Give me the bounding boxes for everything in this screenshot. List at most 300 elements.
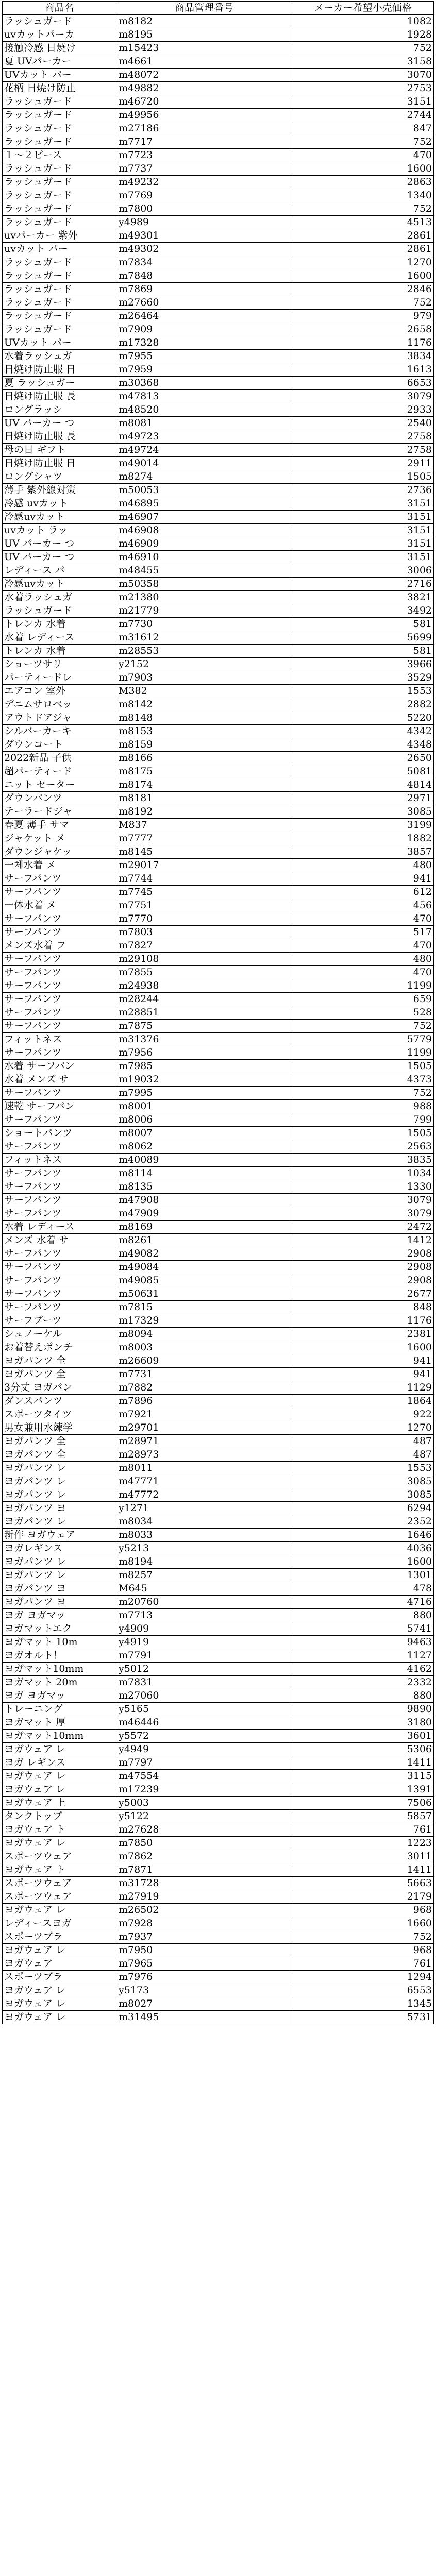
table-row [3,229,434,243]
table-row [3,470,434,484]
product-name-cell: メンズ水着 フ [3,939,116,953]
product-code-cell: m8001 [116,1100,292,1113]
retail-price-cell: 1660 [292,1917,434,1930]
table-row [3,778,434,792]
retail-price-cell: 1412 [292,1234,434,1247]
product-name-cell: サーフパンツ [3,1274,116,1287]
product-code-cell: m29017 [116,859,292,872]
product-name-cell: ヨガパンツ 全 [3,1448,116,1462]
product-name-cell: ラッシュガード [3,95,116,109]
product-name-cell: ラッシュガード [3,216,116,229]
product-code-cell: m31612 [116,631,292,645]
product-name-cell: 夏 UVパーカー [3,55,116,69]
retail-price-cell: 2758 [292,444,434,457]
product-code-cell: m7909 [116,323,292,336]
retail-price-cell: 2650 [292,752,434,765]
product-name-cell: ヨガパンツ 全 [3,1435,116,1448]
product-name-cell: 薄手 紫外線対策 [3,484,116,497]
retail-price-cell: 1553 [292,685,434,698]
retail-price-cell: 1176 [292,336,434,350]
table-row [3,1167,434,1180]
product-name-cell: ジャケット メ [3,832,116,845]
product-code-cell: m8007 [116,1127,292,1140]
retail-price-cell: 3151 [292,511,434,524]
retail-price-cell: 6653 [292,377,434,390]
product-name-cell: スポーツウェア [3,1890,116,1904]
product-name-cell: スポーツタイツ [3,1408,116,1421]
product-code-cell: m46907 [116,511,292,524]
table-row [3,578,434,591]
table-row [3,1046,434,1060]
retail-price-cell: 3966 [292,658,434,671]
product-code-cell: y4909 [116,1622,292,1636]
table-row [3,1314,434,1328]
product-name-cell: ヨガオルト！ [3,1649,116,1663]
product-name-cell: ヨガウェア ト [3,1863,116,1877]
product-code-cell: m7903 [116,671,292,685]
table-row [3,1529,434,1542]
product-code-cell: m8274 [116,470,292,484]
table-row [3,1957,434,1971]
product-code-cell: y4919 [116,1636,292,1649]
product-name-cell: ヨガウェア レ [3,1944,116,1957]
product-name-cell: サーフパンツ [3,1167,116,1180]
table-row [3,524,434,537]
table-row [3,283,434,296]
product-code-cell: m7827 [116,939,292,953]
retail-price-cell: 2908 [292,1261,434,1274]
product-code-cell: m50358 [116,578,292,591]
product-name-cell: 日焼け防止服 長 [3,390,116,403]
retail-price-cell: 3085 [292,805,434,819]
product-name-cell: ヨガウェア レ [3,1997,116,2011]
product-name-cell: サーフパンツ [3,953,116,966]
table-row [3,1194,434,1207]
retail-price-cell: 752 [292,135,434,149]
product-code-cell: m21380 [116,591,292,604]
retail-price-cell: 1330 [292,1180,434,1194]
product-code-cell: m8181 [116,792,292,805]
product-code-cell: m8192 [116,805,292,819]
table-row [3,886,434,899]
product-code-cell: m30368 [116,377,292,390]
product-code-cell: m47771 [116,1475,292,1488]
product-name-cell: 冷感uvカット [3,578,116,591]
product-name-cell: ヨガマット 20m [3,1676,116,1689]
retail-price-cell: 752 [292,1930,434,1944]
table-row [3,1703,434,1716]
table-row [3,551,434,564]
retail-price-cell: 3821 [292,591,434,604]
product-name-cell: ダンスパンツ [3,1395,116,1408]
product-name-cell: サーフパンツ [3,926,116,939]
table-row [3,1716,434,1730]
product-code-cell: m7848 [116,269,292,283]
retail-price-cell: 3011 [292,1850,434,1863]
product-code-cell: m8094 [116,1328,292,1341]
product-code-cell: m28973 [116,1448,292,1462]
product-name-cell: UV パーカー つ [3,537,116,551]
retail-price-cell: 1600 [292,1555,434,1569]
retail-price-cell: 3070 [292,69,434,82]
product-name-cell: ラッシュガード [3,323,116,336]
retail-price-cell: 3151 [292,524,434,537]
retail-price-cell: 480 [292,859,434,872]
product-code-cell: m7834 [116,256,292,269]
product-name-cell: ラッシュガード [3,135,116,149]
header-retail-price: メーカー希望小売価格 [292,2,434,15]
product-name-cell: uvカット パー [3,243,116,256]
product-name-cell: 接触冷感 日焼け [3,42,116,55]
retail-price-cell: 5699 [292,631,434,645]
table-row [3,872,434,886]
product-code-cell: m8159 [116,738,292,752]
product-code-cell: m7744 [116,872,292,886]
product-code-cell: m7855 [116,966,292,979]
product-name-cell: メンズ 水着 サ [3,1234,116,1247]
table-row [3,1743,434,1756]
product-code-cell: m7875 [116,1020,292,1033]
retail-price-cell: 5663 [292,1877,434,1890]
product-code-cell: m7896 [116,1395,292,1408]
table-row [3,1971,434,1984]
product-code-cell: m7985 [116,1060,292,1073]
product-name-cell: サーフパンツ [3,886,116,899]
product-name-cell: 速乾 サーフパン [3,1100,116,1113]
table-row [3,1462,434,1475]
retail-price-cell: 1176 [292,1314,434,1328]
product-code-cell: m31376 [116,1033,292,1046]
retail-price-cell: 5779 [292,1033,434,1046]
product-code-cell: m49723 [116,430,292,444]
table-row [3,899,434,912]
table-row [3,1850,434,1863]
table-row [3,698,434,711]
table-row [3,1997,434,2011]
product-code-cell: m20760 [116,1596,292,1609]
table-row [3,122,434,135]
table-row [3,28,434,42]
product-code-cell: m8027 [116,1997,292,2011]
product-code-cell: m7937 [116,1930,292,1944]
retail-price-cell: 2908 [292,1274,434,1287]
product-name-cell: サーフパンツ [3,1194,116,1207]
product-code-cell: m4661 [116,55,292,69]
product-name-cell: トレーニング [3,1703,116,1716]
product-name-cell: ラッシュガード [3,310,116,323]
table-row [3,926,434,939]
product-code-cell: m26502 [116,1904,292,1917]
retail-price-cell: 2658 [292,323,434,336]
product-code-cell: m8145 [116,845,292,859]
table-row [3,1127,434,1140]
retail-price-cell: 5731 [292,2011,434,2024]
table-row [3,69,434,82]
retail-price-cell: 2908 [292,1247,434,1261]
product-code-cell: m7862 [116,1850,292,1863]
table-row [3,1877,434,1890]
table-row [3,1060,434,1073]
retail-price-cell: 4162 [292,1663,434,1676]
retail-price-cell: 2736 [292,484,434,497]
retail-price-cell: 1199 [292,979,434,993]
product-name-cell: サーフパンツ [3,966,116,979]
table-row [3,1917,434,1930]
product-code-cell: m27628 [116,1823,292,1837]
product-name-cell: テーラードジャ [3,805,116,819]
table-row [3,618,434,631]
table-row [3,1408,434,1421]
table-row [3,1663,434,1676]
table-row [3,1221,434,1234]
retail-price-cell: 5220 [292,711,434,725]
product-code-cell: y5003 [116,1797,292,1810]
product-code-cell: m8062 [116,1140,292,1154]
product-code-cell: m49085 [116,1274,292,1287]
table-row [3,765,434,778]
retail-price-cell: 761 [292,1823,434,1837]
table-row [3,792,434,805]
product-code-cell: m29108 [116,953,292,966]
product-name-cell: 日焼け防止服 日 [3,457,116,470]
table-row [3,42,434,55]
product-code-cell: m7713 [116,1609,292,1622]
retail-price-cell: 9890 [292,1703,434,1716]
table-row [3,1154,434,1167]
table-row [3,1810,434,1823]
table-row [3,1689,434,1703]
table-row [3,832,434,845]
product-name-cell: 一体水着 メ [3,899,116,912]
product-name-cell: 母の日 ギフト [3,444,116,457]
table-row [3,845,434,859]
product-code-cell: m7955 [116,350,292,363]
table-row [3,2011,434,2024]
table-row [3,993,434,1006]
product-name-cell: ヨガウェア レ [3,1904,116,1917]
product-code-cell: m8081 [116,417,292,430]
product-name-cell: ラッシュガード [3,202,116,216]
retail-price-cell: 1270 [292,256,434,269]
table-row [3,1087,434,1100]
retail-price-cell: 2179 [292,1890,434,1904]
product-name-cell: ラッシュガード [3,269,116,283]
table-row [3,1274,434,1287]
retail-price-cell: 1600 [292,1341,434,1354]
table-row [3,1569,434,1582]
retail-price-cell: 6294 [292,1502,434,1515]
product-name-cell: サーフパンツ [3,1180,116,1194]
retail-price-cell: 5857 [292,1810,434,1823]
product-name-cell: ラッシュガード [3,296,116,310]
table-row [3,725,434,738]
product-name-cell: ヨガパンツ ヨ [3,1582,116,1596]
table-row [3,859,434,872]
retail-price-cell: 1199 [292,1046,434,1060]
table-row [3,752,434,765]
product-name-cell: ヨガパンツ 全 [3,1368,116,1381]
product-name-cell: 水着ラッシュガ [3,350,116,363]
product-name-cell: ヨガウェア レ [3,1770,116,1783]
product-code-cell: m15423 [116,42,292,55]
table-row [3,430,434,444]
product-name-cell: サーフパンツ [3,1207,116,1221]
retail-price-cell: 1864 [292,1395,434,1408]
retail-price-cell: 1882 [292,832,434,845]
product-name-cell: フィットネス [3,1154,116,1167]
product-name-cell: 3分丈 ヨガパン [3,1381,116,1395]
retail-price-cell: 1505 [292,470,434,484]
product-name-cell: サーフパンツ [3,912,116,926]
table-row [3,1823,434,1837]
product-code-cell: m7777 [116,832,292,845]
product-code-cell: m8135 [116,1180,292,1194]
table-row [3,162,434,176]
table-row [3,591,434,604]
retail-price-cell: 7506 [292,1797,434,1810]
table-row [3,1435,434,1448]
product-code-cell: m28851 [116,1006,292,1020]
product-code-cell: m7831 [116,1676,292,1689]
table-row [3,966,434,979]
product-name-cell: UV パーカー つ [3,551,116,564]
retail-price-cell: 799 [292,1113,434,1127]
product-code-cell: m7950 [116,1944,292,1957]
product-name-cell: サーフパンツ [3,1301,116,1314]
product-name-cell: スポーツブラ [3,1971,116,1984]
product-name-cell: サーフパンツ [3,993,116,1006]
product-name-cell: アウトドアジャ [3,711,116,725]
retail-price-cell: 3529 [292,671,434,685]
product-name-cell: ロングラッシ [3,403,116,417]
product-code-cell: m28971 [116,1435,292,1448]
product-code-cell: m8257 [116,1569,292,1582]
product-name-cell: エアコン 室外 [3,685,116,698]
product-name-cell: サーフパンツ [3,1247,116,1261]
product-name-cell: シルバーカーキ [3,725,116,738]
retail-price-cell: 3857 [292,845,434,859]
product-name-cell: １～２ピース [3,149,116,162]
retail-price-cell: 1411 [292,1863,434,1877]
product-code-cell: y5122 [116,1810,292,1823]
product-code-cell: m7850 [116,1837,292,1850]
table-row [3,403,434,417]
product-name-cell: サーフパンツ [3,1046,116,1060]
table-row [3,1395,434,1408]
product-code-cell: m46909 [116,537,292,551]
retail-price-cell: 5741 [292,1622,434,1636]
product-name-cell: 一체水着 メ [3,859,116,872]
product-name-cell: サーフパンツ [3,1113,116,1127]
product-name-cell: uvカット ラッ [3,524,116,537]
product-name-cell: ヨガウェア 上 [3,1797,116,1810]
product-name-cell: ヨガ レギンス [3,1756,116,1770]
product-code-cell: m40089 [116,1154,292,1167]
table-row [3,1649,434,1663]
retail-price-cell: 2882 [292,698,434,711]
product-name-cell: 冷感uvカット [3,511,116,524]
retail-price-cell: 3151 [292,537,434,551]
retail-price-cell: 3079 [292,1207,434,1221]
product-name-cell: 水着 サーフパン [3,1060,116,1073]
retail-price-cell: 979 [292,310,434,323]
retail-price-cell: 752 [292,1087,434,1100]
retail-price-cell: 470 [292,966,434,979]
retail-price-cell: 1034 [292,1167,434,1180]
table-row [3,711,434,725]
product-name-cell: ヨガウェア レ [3,2011,116,2024]
table-row [3,671,434,685]
table-row [3,1756,434,1770]
retail-price-cell: 2863 [292,176,434,189]
product-code-cell: m49956 [116,109,292,122]
retail-price-cell: 517 [292,926,434,939]
product-code-cell: M645 [116,1582,292,1596]
product-code-cell: m47909 [116,1207,292,1221]
table-row [3,1073,434,1087]
table-row [3,1676,434,1689]
table-row [3,1341,434,1354]
product-name-cell: ヨガパンツ レ [3,1462,116,1475]
product-code-cell: m8153 [116,725,292,738]
retail-price-cell: 3835 [292,1154,434,1167]
table-row [3,15,434,28]
table-row [3,1448,434,1462]
product-name-cell: ラッシュガード [3,256,116,269]
product-code-cell: m8142 [116,698,292,711]
retail-price-cell: 2758 [292,430,434,444]
product-code-cell: m49082 [116,1247,292,1261]
retail-price-cell: 847 [292,122,434,135]
table-row [3,1904,434,1917]
retail-price-cell: 6553 [292,1984,434,1997]
table-row [3,1863,434,1877]
product-name-cell: 水着 レディース [3,1221,116,1234]
product-name-cell: 春夏 薄手 サマ [3,819,116,832]
retail-price-cell: 3601 [292,1730,434,1743]
retail-price-cell: 4342 [292,725,434,738]
retail-price-cell: 659 [292,993,434,1006]
product-code-cell: m24938 [116,979,292,993]
table-row [3,363,434,377]
retail-price-cell: 2716 [292,578,434,591]
product-code-cell: m19032 [116,1073,292,1087]
product-code-cell: m26464 [116,310,292,323]
retail-price-cell: 4513 [292,216,434,229]
retail-price-cell: 2846 [292,283,434,296]
retail-price-cell: 470 [292,149,434,162]
retail-price-cell: 487 [292,1448,434,1462]
retail-price-cell: 1613 [292,363,434,377]
product-code-cell: m7815 [116,1301,292,1314]
product-name-cell: サーフパンツ [3,979,116,993]
table-row [3,685,434,698]
retail-price-cell: 922 [292,1408,434,1421]
retail-price-cell: 1391 [292,1783,434,1797]
product-code-cell: m49724 [116,444,292,457]
product-name-cell: ヨガウェア レ [3,1837,116,1850]
product-code-cell: m47813 [116,390,292,403]
retail-price-cell: 3079 [292,1194,434,1207]
table-row [3,1502,434,1515]
product-code-cell: m7959 [116,363,292,377]
retail-price-cell: 968 [292,1944,434,1957]
table-row [3,1609,434,1622]
product-code-cell: m8261 [116,1234,292,1247]
table-row [3,1301,434,1314]
product-code-cell: y5572 [116,1730,292,1743]
product-name-cell: ラッシュガード [3,109,116,122]
